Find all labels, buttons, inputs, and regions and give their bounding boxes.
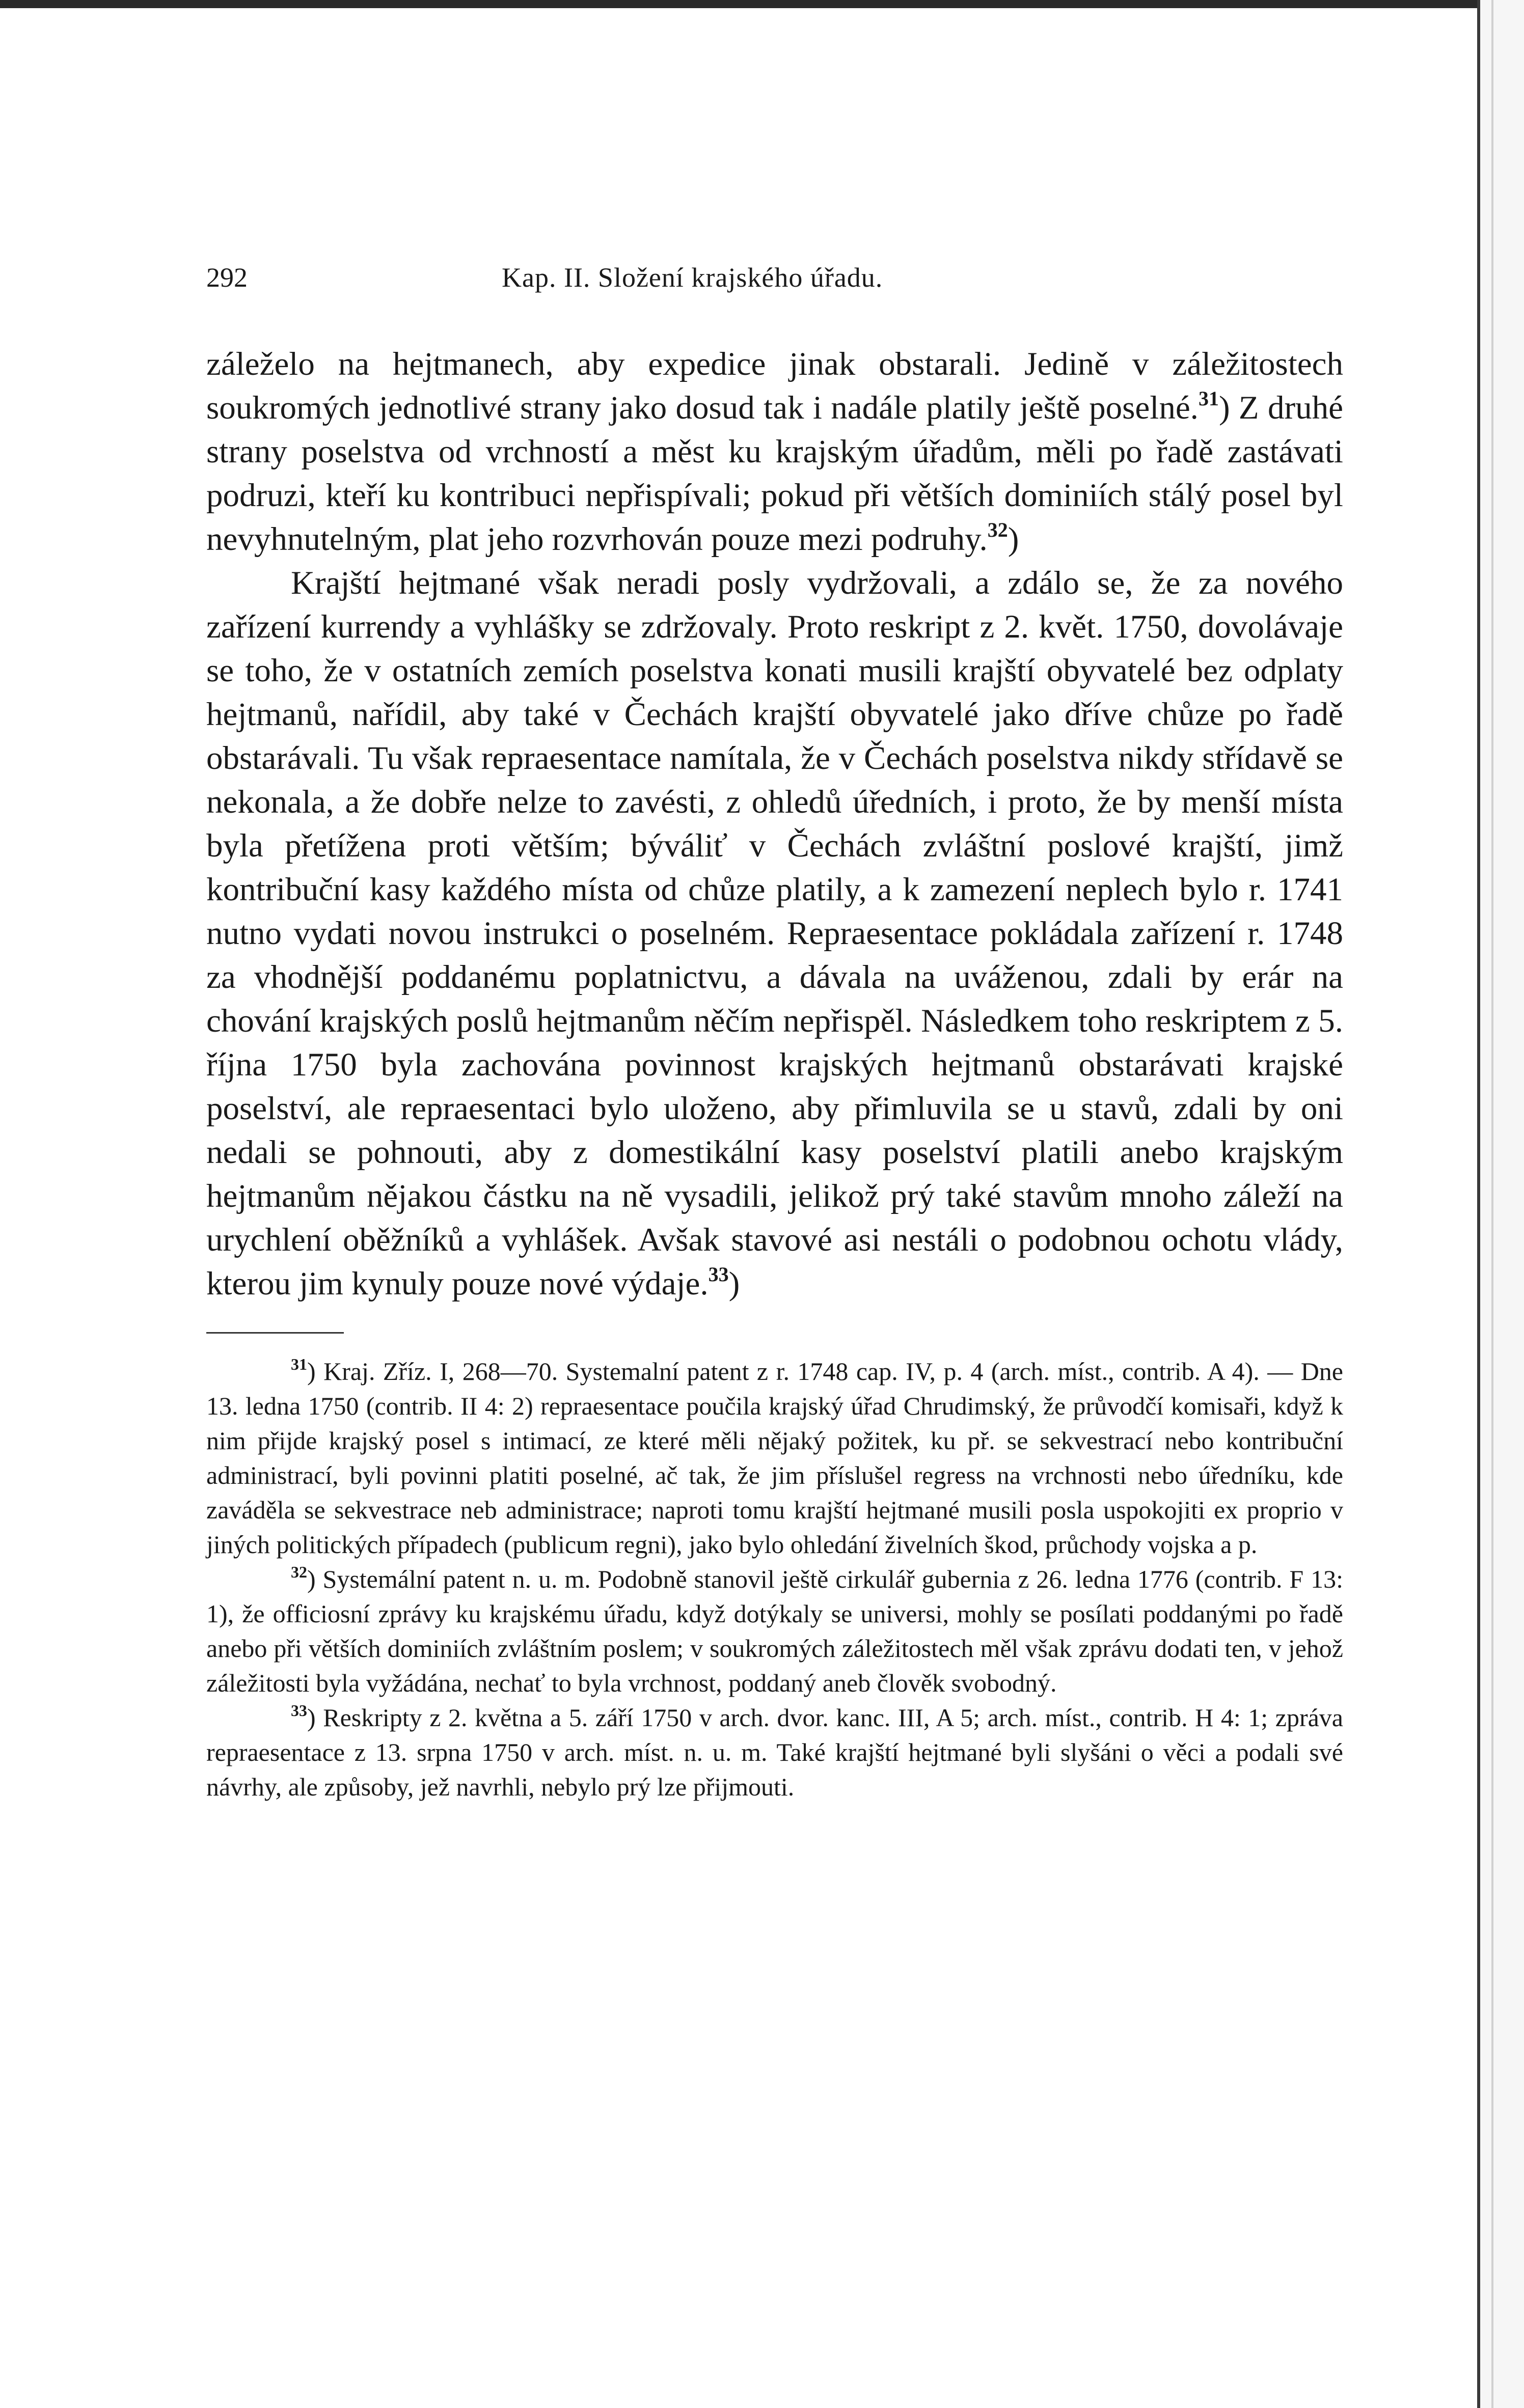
running-title: Kap. II. Složení krajského úřadu.: [502, 262, 883, 293]
footnote-mark: 31: [291, 1355, 307, 1373]
page-number: 292: [206, 262, 248, 293]
footnote-32: [206, 1562, 1343, 1700]
footnotes: [206, 1354, 1343, 1804]
scan-border-right-line: [1491, 0, 1493, 2408]
footnote-31: [206, 1354, 1343, 1562]
paragraph-1-text-a: záleželo na hejtmanech, aby expedice jinak obstarali. Jedině v záležitostech soukromých jednotlivé strany jako dosud tak i nadále platily ještě poselné.: [206, 346, 1343, 426]
footnote-mark: 33: [291, 1701, 307, 1720]
footnote-ref-33: 33: [708, 1263, 729, 1286]
paragraph-1: [206, 342, 1343, 561]
scan-border-top: [0, 0, 1477, 8]
paragraph-2-text-b: ): [728, 1265, 740, 1302]
footnote-mark: 32: [291, 1563, 307, 1581]
footnote-text: ) Kraj. Zříz. I, 268—70. Systemalní patent z r. 1748 cap. IV, p. 4 (arch. míst., contrib. A 4). — Dne 13. ledna 1750 (contrib. II 4: 2) repraesentace poučila krajský úřad Chrudimský, že průvodčí komisaři, když k nim přijde krajský posel s intimací, ze které měli nějaký požitek, ku př. se sekvestrací nebo kontribuční administrací, byli povinni platiti poselné, ač tak, že jim příslušel regress na vrchnosti nebo úředníku, kde zaváděla se sekvestrace neb administrace; naproti tomu krajští hejtmané musili posla uspokojiti ex proprio v jiných politických případech (publicum regni), jako bylo ohledání živelních škod, průchody vojska a p.: [206, 1357, 1343, 1559]
paragraph-1-text-b: ) Z druhé strany poselstva od vrchností a měst ku krajským úřadům, měli po řadě zastávati podruzi, kteří ku kontribuci nepřispívali; pokud při větších dominiích stálý posel byl nevyhnutelným, plat jeho rozvrhován pouze mezi podruhy.: [206, 390, 1343, 558]
footnote-text: ) Systemální patent n. u. m. Podobně stanovil ještě cirkulář gubernia z 26. ledna 1776 (contrib. F 13: 1), že officiosní zprávy ku krajskému úřadu, když dotýkaly se universi, mohly se posílati poddanými po řadě anebo při větších dominiích zvláštním poslem; v soukromých záležitostech měl však zprávu dodati ten, v jehož záležitosti byla vyžádána, nechať to byla vrchnost, poddaný aneb člověk svobodný.: [206, 1565, 1343, 1697]
footnote-33: [206, 1700, 1343, 1804]
running-head: [206, 255, 1343, 300]
paragraph-1-text-c: ): [1008, 521, 1019, 558]
scan-border-right: [1477, 0, 1524, 2408]
footnote-ref-31: 31: [1198, 387, 1219, 410]
paragraph-2: [206, 561, 1343, 1306]
body-text: [206, 342, 1343, 1306]
book-page: [206, 255, 1343, 1804]
footnote-separator: [206, 1332, 344, 1334]
footnote-ref-32: 32: [987, 518, 1008, 541]
paragraph-2-text-a: Krajští hejtmané však neradi posly vydržovali, a zdálo se, že za nového zařízení kurrendy a vyhlášky se zdržovaly. Proto reskript z 2. květ. 1750, dovolávaje se toho, že v ostatních zemích poselstva konati musili krajští obyvatelé bez odplaty hejtmanů, nařídil, aby také v Čechách krajští obyvatelé jako dříve chůze po řadě obstarávali. Tu však repraesentace namítala, že v Čechách poselstva nikdy střídavě se nekonala, a že dobře nelze to zavésti, z ohledů úředních, i proto, že by menší místa byla přetížena proti větším; býváliť v Čechách zvláštní poslové krajští, jimž kontribuční kasy každého místa od chůze platily, a k zamezení neplech bylo r. 1741 nutno vydati novou instrukci o poselném. Repraesentace pokládala zařízení r. 1748 za vhodnější poddanému poplatnictvu, a dávala na uváženou, zdali by erár na chování krajských poslů hejtmanům něčím nepřispěl. Následkem toho reskriptem z 5. října 1750 byla zachována povinnost krajských hejtmanů obstarávati krajské poselství, ale repraesentaci bylo uloženo, aby přimluvila se u stavů, zdali by oni nedali se pohnouti, aby z domestikální kasy poselství platili anebo krajským hejtmanům nějakou částku na ně vysadili, jelikož prý také stavům mnoho záleží na urychlení oběžníků a vyhlášek. Avšak stavové asi nestáli o podobnou ochotu vlády, kterou jim kynuly pouze nové výdaje.: [206, 565, 1343, 1302]
footnote-text: ) Reskripty z 2. května a 5. září 1750 v arch. dvor. kanc. III, A 5; arch. míst., contrib. H 4: 1; zpráva repraesentace z 13. srpna 1750 v arch. míst. n. u. m. Také krajští hejtmané byli slyšáni o věci a podali své návrhy, ale způsoby, jež navrhli, nebylo prý lze přijmouti.: [206, 1703, 1343, 1801]
